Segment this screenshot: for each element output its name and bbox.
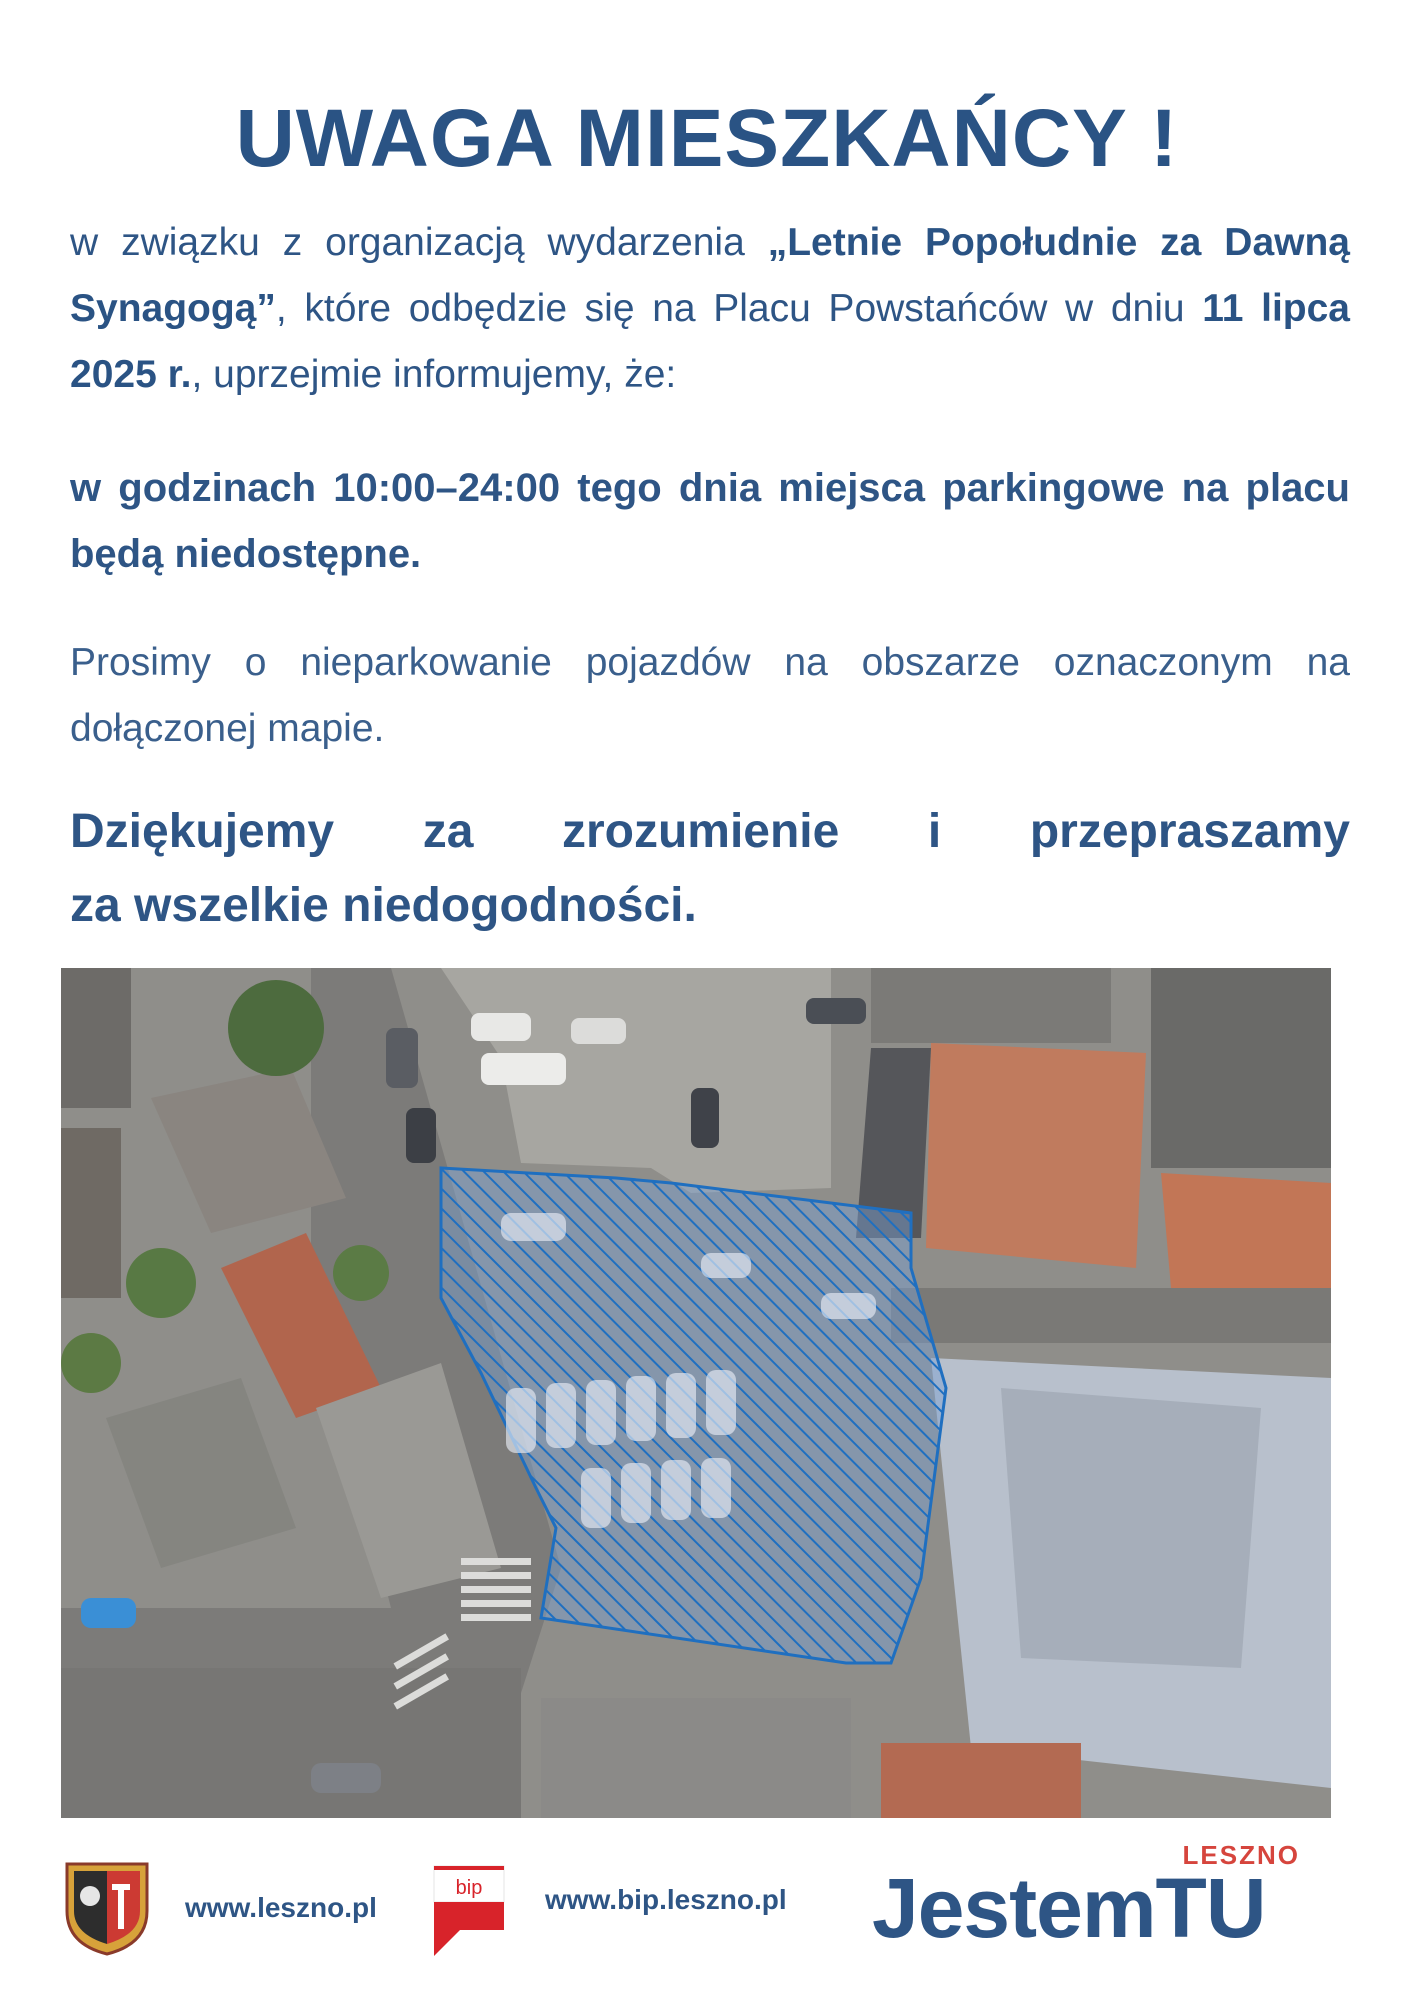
thanks-word: za <box>422 805 474 858</box>
intro-text-2: , które odbędzie się na Placu Powstańców w dniu <box>275 287 1203 330</box>
building-roof <box>926 1043 1146 1268</box>
car <box>386 1028 418 1088</box>
tree <box>126 1248 196 1318</box>
building-roof <box>881 1743 1081 1818</box>
building <box>61 1128 121 1298</box>
street <box>61 1668 521 1818</box>
car <box>481 1053 566 1085</box>
footer <box>0 1840 1414 1990</box>
bip-logo-icon[interactable] <box>430 1860 508 1960</box>
intro-paragraph <box>70 210 1350 408</box>
thanks-line-2: za wszelkie niedogodności. <box>70 879 697 932</box>
building-roof <box>1161 1173 1331 1288</box>
building <box>61 968 131 1108</box>
building-roof <box>1001 1388 1261 1668</box>
car <box>406 1108 436 1163</box>
brand-city: LESZNO <box>1182 1840 1300 1870</box>
building <box>1151 968 1331 1168</box>
bip-label: bip <box>455 1877 483 1899</box>
thanks-word: zrozumienie <box>561 805 840 858</box>
thanks-word: przepraszamy <box>1029 805 1350 858</box>
event-date: 11 lipca 2025 r. <box>70 287 1350 396</box>
tree <box>333 1245 389 1301</box>
car <box>311 1763 381 1793</box>
car <box>471 1013 531 1041</box>
car <box>806 998 866 1024</box>
thanks-paragraph <box>70 795 1350 943</box>
tree <box>61 1333 121 1393</box>
leszno-crest-icon <box>62 1856 152 1956</box>
brand-name: JestemTU <box>872 1861 1266 1955</box>
event-name: „Letnie Popołudnie za Dawną Synagogą” <box>70 221 1350 330</box>
car <box>81 1598 136 1628</box>
intro-text-1: w związku z organizacją wydarzenia <box>70 221 768 264</box>
aerial-map <box>61 968 1331 1818</box>
page-title: UWAGA MIESZKAŃCY ! <box>235 93 1179 184</box>
thanks-line-1 <box>70 795 1350 869</box>
thanks-word: Dziękujemy <box>70 805 335 858</box>
intro-text-3: , uprzejmie informujemy, że: <box>191 353 677 396</box>
brand-logo <box>872 1840 1332 1960</box>
parking-notice: w godzinach 10:00–24:00 tego dnia miejsca parkingowe na placu będą niedostępne. <box>70 466 1350 576</box>
thanks-word: i <box>927 805 942 858</box>
tree <box>228 980 324 1076</box>
bip-website-link[interactable]: www.bip.leszno.pl <box>545 1884 787 1915</box>
website-link[interactable]: www.leszno.pl <box>185 1892 377 1923</box>
car <box>571 1018 626 1044</box>
car <box>691 1088 719 1148</box>
request-paragraph: Prosimy o nieparkowanie pojazdów na obszarze oznaczonym na dołączonej mapie. <box>70 641 1350 750</box>
building <box>871 968 1111 1043</box>
street <box>891 1288 1331 1343</box>
building <box>541 1698 851 1818</box>
